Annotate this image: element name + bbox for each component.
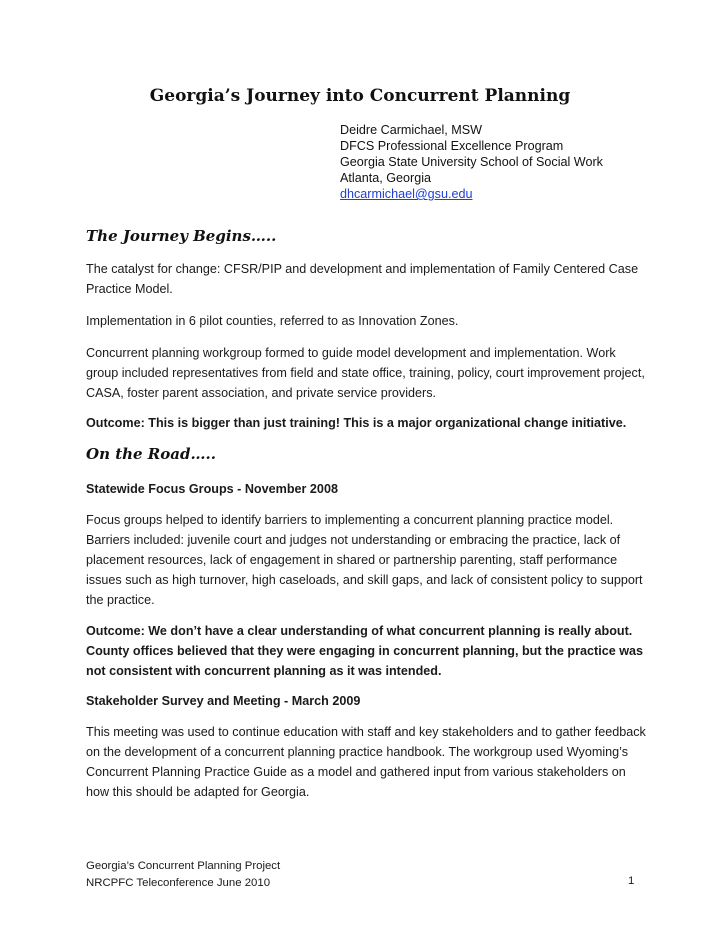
outcome-journey: Outcome: This is bigger than just training! This is a major organizational change initiative. [86,416,627,430]
author-email-link[interactable]: dhcarmichael@gsu.edu [340,187,473,201]
page-footer [86,858,280,892]
footer-teleconference: NRCPFC Teleconference June 2010 [86,877,271,889]
paragraph-stakeholder-survey: This meeting was used to continue education with staff and key stakeholders and to gather feedback on the development of a concurrent planning practice handbook. The workgroup used Wyoming’s Concurrent Planning Practice Guide as a model and gathered input from various stakeholders on how this should be adapted for Georgia. [86,725,646,799]
outcome-focus-groups: Outcome: We don’t have a clear understanding of what concurrent planning is really about. County offices believed that they were engaging in concurrent planning, but the practice was not consistent with concurrent planning as it was intended. [86,624,644,678]
paragraph-focus-groups: Focus groups helped to identify barriers to implementing a concurrent planning practice model. Barriers included: juvenile court and judges not understanding or embracing the practice, lack of placement resources, lack of engagement in shared or partnership parenting, staff performance issues such as high turnover, high caseloads, and skill gaps, and lack of consistent policy to support the practice. [86,513,643,607]
paragraph-workgroup: Concurrent planning workgroup formed to guide model development and implementation. Work group included representatives from field and state office, training, policy, court improvement project, CASA, foster parent association, and private service providers. [86,346,645,400]
author-name: Deidre Carmichael, MSW [340,123,483,137]
subheading-focus-groups: Statewide Focus Groups - November 2008 [86,482,338,496]
document-title: Georgia’s Journey into Concurrent Planning [149,86,571,106]
section-heading-journey: The Journey Begins….. [86,227,277,245]
paragraph-pilot-counties: Implementation in 6 pilot counties, referred to as Innovation Zones. [86,314,459,328]
section-heading-road: On the Road….. [86,445,216,463]
subheading-stakeholder-survey: Stakeholder Survey and Meeting - March 2009 [86,694,361,708]
page-number: 1 [628,875,635,887]
author-location: Atlanta, Georgia [340,171,432,185]
author-school: Georgia State University School of Social Work [340,155,603,169]
paragraph-catalyst: The catalyst for change: CFSR/PIP and development and implementation of Family Centered Case Practice Model. [86,262,639,296]
author-block [340,122,603,202]
author-program: DFCS Professional Excellence Program [340,139,564,153]
footer-project: Georgia’s Concurrent Planning Project [86,860,281,872]
